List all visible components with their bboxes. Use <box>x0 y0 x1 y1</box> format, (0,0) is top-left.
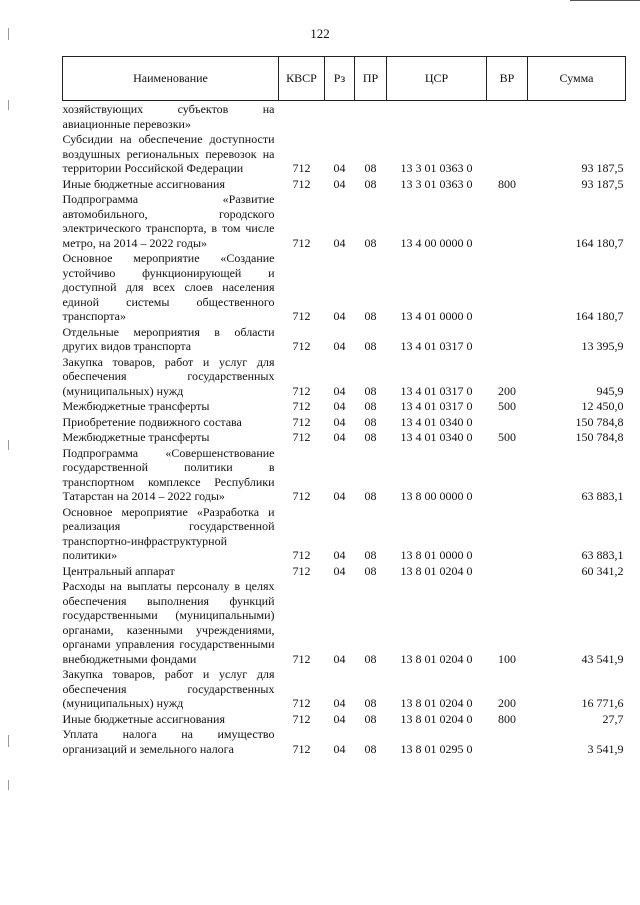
row-kvsr: 712 <box>292 696 311 710</box>
row-sum: 12 450,0 <box>581 399 624 413</box>
row-pr: 08 <box>364 161 377 175</box>
row-rz: 04 <box>333 711 346 726</box>
table-row <box>63 711 626 727</box>
row-sum: 93 187,5 <box>581 176 624 191</box>
row-vr <box>487 563 528 579</box>
row-kvsr: 712 <box>292 651 311 666</box>
row-sum: 93 187,5 <box>581 161 624 175</box>
row-sum: 13 395,9 <box>581 339 624 353</box>
row-kvsr: 712 <box>292 414 311 429</box>
table-row <box>63 250 626 324</box>
row-vr <box>487 101 528 132</box>
row-csr: 13 4 01 0340 0 <box>400 414 473 429</box>
row-rz: 04 <box>333 563 346 578</box>
table-row <box>63 563 626 579</box>
row-pr: 08 <box>364 548 377 562</box>
row-pr <box>355 101 387 132</box>
row-sum: 60 341,2 <box>581 563 624 578</box>
row-pr: 08 <box>364 711 377 726</box>
row-sum: 16 771,6 <box>581 696 624 710</box>
row-name: Центральный аппарат <box>62 563 175 578</box>
row-vr <box>487 414 528 430</box>
row-pr: 08 <box>364 339 377 353</box>
row-name: Расходы на выплаты персоналу в целях обеспечения выполнения функций государственными (муниципальными) органами, казенными учреждениями, органами управления государственными внебюджетными фондами <box>62 579 275 666</box>
page-number: 122 <box>310 26 330 41</box>
row-rz: 04 <box>333 414 346 429</box>
row-kvsr: 712 <box>292 430 311 444</box>
table-row <box>63 414 626 430</box>
row-pr: 08 <box>364 696 377 710</box>
row-name: Закупка товаров, работ и услуг для обеспечения государственных (муниципальных) нужд <box>62 354 275 398</box>
row-csr: 13 8 01 0204 0 <box>400 651 473 666</box>
row-pr: 08 <box>364 309 377 323</box>
row-vr: 800 <box>498 711 516 726</box>
row-rz <box>325 101 355 132</box>
row-vr <box>487 131 528 176</box>
row-kvsr: 712 <box>292 741 311 756</box>
row-csr: 13 8 01 0000 0 <box>400 548 473 562</box>
row-name: Отдельные мероприятия в области других видов транспорта <box>62 324 275 353</box>
row-pr: 08 <box>364 235 377 250</box>
row-rz: 04 <box>333 176 346 191</box>
row-csr: 13 4 00 0000 0 <box>400 235 473 250</box>
row-csr: 13 4 01 0317 0 <box>400 339 473 353</box>
row-vr: 200 <box>498 696 516 710</box>
row-vr: 800 <box>498 176 516 191</box>
row-pr: 08 <box>364 489 377 503</box>
row-vr: 200 <box>498 383 516 398</box>
row-kvsr: 712 <box>292 235 311 250</box>
row-name: Закупка товаров, работ и услуг для обеспечения государственных (муниципальных) нужд <box>62 667 275 710</box>
header-kvsr: КВСР <box>279 57 325 101</box>
table-row <box>63 324 626 354</box>
table-header-row <box>63 57 626 101</box>
row-name: Основное мероприятие «Создание устойчиво функционирующей и доступной для всех слоев населения единой системы общественного транспорта» <box>62 251 275 323</box>
row-kvsr: 712 <box>292 176 311 191</box>
row-csr: 13 8 01 0204 0 <box>400 696 473 710</box>
row-csr <box>387 101 487 132</box>
header-vr: ВР <box>487 57 528 101</box>
row-sum <box>528 101 626 132</box>
row-csr: 13 8 00 0000 0 <box>400 489 473 503</box>
row-pr: 08 <box>364 176 377 191</box>
table-row <box>63 176 626 192</box>
scan-edge-mark <box>8 735 9 747</box>
table-row <box>63 398 626 414</box>
row-vr <box>487 191 528 250</box>
table-row <box>63 666 626 711</box>
row-pr: 08 <box>364 430 377 444</box>
budget-table <box>62 56 626 756</box>
row-pr: 08 <box>364 563 377 578</box>
row-sum: 3 541,9 <box>587 741 624 756</box>
table-row <box>63 354 626 399</box>
row-kvsr: 712 <box>292 309 311 323</box>
header-sum: Сумма <box>528 57 626 101</box>
row-name: Приобретение подвижного состава <box>62 414 242 429</box>
row-rz: 04 <box>333 339 346 353</box>
row-kvsr <box>279 101 325 132</box>
row-name: Основное мероприятие «Разработка и реализация государственной транспортно-инфраструктурной политики» <box>62 504 275 562</box>
header-pr: ПР <box>355 57 387 101</box>
row-pr: 08 <box>364 399 377 413</box>
row-sum: 43 541,9 <box>581 651 624 666</box>
row-vr <box>487 504 528 563</box>
row-kvsr: 712 <box>292 711 311 726</box>
row-pr: 08 <box>364 383 377 398</box>
table-row <box>63 726 626 756</box>
row-vr <box>487 324 528 354</box>
scan-edge-mark <box>8 780 9 790</box>
row-sum: 63 883,1 <box>581 548 624 562</box>
table-row <box>63 429 626 445</box>
row-rz: 04 <box>333 696 346 710</box>
row-name: Подпрограмма «Совершенствование государственной политики в транспортном комплексе Республики Татарстан на 2014 – 2022 годы» <box>62 445 275 503</box>
row-name: Межбюджетные трансферты <box>62 399 210 413</box>
row-name: Субсидии на обеспечение доступности воздушных региональных перевозок на территории Российской Федерации <box>62 132 275 175</box>
header-csr: ЦСР <box>387 57 487 101</box>
row-name: хозяйствующих субъектов на авиационные перевозки» <box>62 102 275 131</box>
row-rz: 04 <box>333 430 346 444</box>
row-sum: 27,7 <box>602 711 624 726</box>
row-name: Иные бюджетные ассигнования <box>62 711 225 726</box>
row-csr: 13 4 01 0340 0 <box>400 430 473 444</box>
row-sum: 150 784,8 <box>575 430 624 444</box>
row-csr: 13 4 01 0317 0 <box>400 383 473 398</box>
row-rz: 04 <box>333 651 346 666</box>
row-vr: 100 <box>498 651 516 666</box>
row-csr: 13 8 01 0295 0 <box>400 741 473 756</box>
row-kvsr: 712 <box>292 563 311 578</box>
row-sum: 150 784,8 <box>575 414 624 429</box>
row-csr: 13 3 01 0363 0 <box>400 161 473 175</box>
row-vr <box>487 726 528 756</box>
row-rz: 04 <box>333 741 346 756</box>
row-rz: 04 <box>333 399 346 413</box>
table-row <box>63 445 626 504</box>
row-rz: 04 <box>333 548 346 562</box>
row-pr: 08 <box>364 651 377 666</box>
header-name: Наименование <box>63 57 279 101</box>
row-sum: 164 180,7 <box>575 235 624 250</box>
row-sum: 945,9 <box>596 383 624 398</box>
row-kvsr: 712 <box>292 548 311 562</box>
row-kvsr: 712 <box>292 489 311 503</box>
table-row <box>63 101 626 132</box>
table-row <box>63 504 626 563</box>
row-kvsr: 712 <box>292 383 311 398</box>
scan-edge-mark <box>8 440 9 450</box>
row-pr: 08 <box>364 414 377 429</box>
row-sum: 63 883,1 <box>581 489 624 503</box>
row-csr: 13 3 01 0363 0 <box>400 176 473 191</box>
row-rz: 04 <box>333 161 346 175</box>
row-rz: 04 <box>333 309 346 323</box>
row-kvsr: 712 <box>292 399 311 413</box>
row-rz: 04 <box>333 489 346 503</box>
top-edge-line <box>570 0 640 1</box>
row-name: Подпрограмма «Развитие автомобильного, городского электрического транспорта, в том числе метро, на 2014 – 2022 годы» <box>62 192 275 250</box>
row-name: Уплата налога на имущество организаций и земельного налога <box>62 727 275 756</box>
row-csr: 13 8 01 0204 0 <box>400 563 473 578</box>
table-row <box>63 191 626 250</box>
scan-edge-mark <box>8 100 9 110</box>
table-row <box>63 131 626 176</box>
row-name: Иные бюджетные ассигнования <box>62 176 225 191</box>
row-csr: 13 4 01 0000 0 <box>400 309 473 323</box>
row-name: Межбюджетные трансферты <box>62 430 210 444</box>
row-kvsr: 712 <box>292 339 311 353</box>
row-pr: 08 <box>364 741 377 756</box>
row-rz: 04 <box>333 383 346 398</box>
row-vr: 500 <box>498 399 516 413</box>
table-row <box>63 578 626 666</box>
row-sum: 164 180,7 <box>575 309 624 323</box>
header-rz: Рз <box>325 57 355 101</box>
row-vr: 500 <box>498 430 516 444</box>
row-vr <box>487 445 528 504</box>
row-rz: 04 <box>333 235 346 250</box>
row-csr: 13 8 01 0204 0 <box>400 711 473 726</box>
row-csr: 13 4 01 0317 0 <box>400 399 473 413</box>
row-vr <box>487 250 528 324</box>
row-kvsr: 712 <box>292 161 311 175</box>
